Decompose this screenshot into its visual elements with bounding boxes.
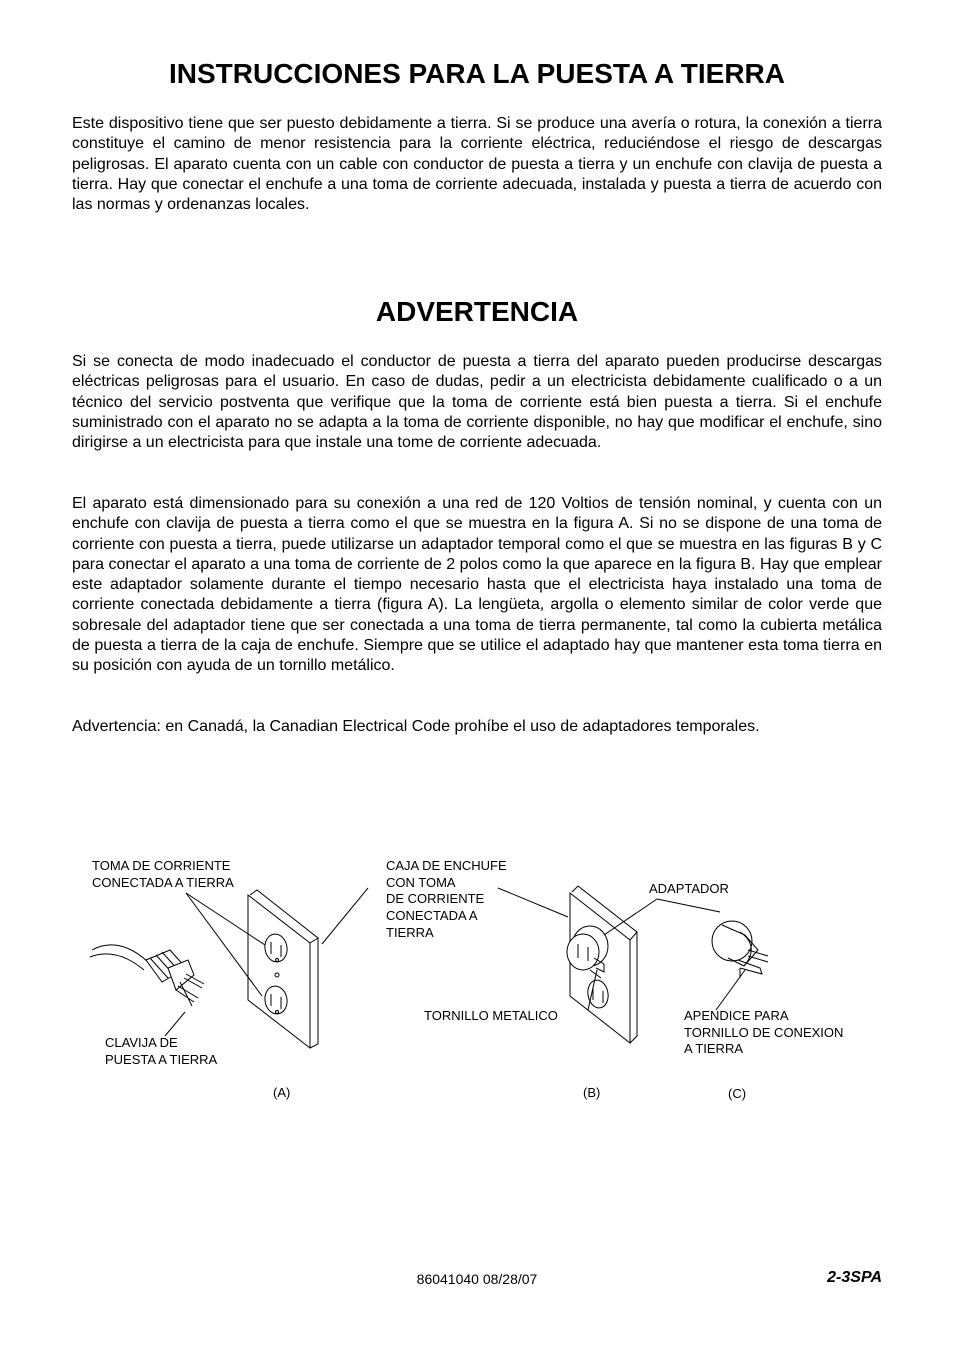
grounded-outlet-icon (248, 890, 318, 1048)
caption-c: (C) (728, 1086, 747, 1101)
label-grounding-pin: CLAVIJA DE PUESTA A TIERRA (105, 1035, 218, 1067)
page-number: 2-3SPA (827, 1269, 882, 1286)
adapter-icon (712, 921, 768, 978)
caption-b: (B) (583, 1085, 601, 1100)
label-adapter: ADAPTADOR (649, 881, 729, 896)
warning-paragraph-1: Si se conecta de modo inadecuado el conductor de puesta a tierra del aparato pueden producirse descargas eléctricas peligrosas para el usuario. En caso de dudas, pedir a un electricista debidamente cualificado o a un técnico del servicio postventa que verifique que la toma de corriente está bien puesta a tierra. Si el enchufe suministrado con el aparato no se adapta a la toma de corriente disponible, no hay que modificar el enchufe, sino dirigirse a un electricista para que instale una tome de corriente adecuada. (72, 353, 882, 452)
label-metal-screw: TORNILLO METALICO (424, 1008, 558, 1023)
section-title-grounding: INSTRUCCIONES PARA LA PUESTA A TIERRA (168, 58, 785, 89)
label-grounding-tab: APENDICE PARA TORNILLO DE CONEXION A TIERRA (684, 1008, 844, 1057)
warning-paragraph-2: El aparato está dimensionado para su conexión a una red de 120 Voltios de tensión nominal, y cuenta con un enchufe con clavija de puesta a tierra como el que se muestra en la figura A. Si no se dispone de una toma de corriente con puesta a tierra, puede utilizarse un adaptador temporal como el que se muestra en las figuras B y C para conectar el aparato a una toma de corriente de 2 polos como la que aparece en la figura B. Hay que emplear este adaptador solamente durante el tiempo necesario hasta que el electricista haya instalado una toma de corriente conectada debidamente a tierra (figura A). La lengüeta, argolla o elemento similar de color verde que sobresale del adaptador tiene que ser conectada a una toma de tierra permanente, tal como la cubierta metálica de puesta a tierra de la caja de enchufe. Siempre que se utilice el adaptado hay que mantener esta toma tierra en su posición con ayuda de un tornillo metálico. (72, 495, 882, 675)
grounding-paragraph: Este dispositivo tiene que ser puesto debidamente a tierra. Si se produce una avería o rotura, la conexión a tierra constituye el camino de menor resistencia para la corriente eléctrica, reduciéndose el riesgo de descargas peligrosas. El aparato cuenta con un cable con conductor de puesta a tierra y un enchufe con clavija de puesta a tierra. Hay que conectar el enchufe a una toma de corriente adecuada, instalada y puesta a tierra de acuerdo con las normas y ordenanzas locales. (72, 115, 882, 214)
label-grounded-outlet: TOMA DE CORRIENTE CONECTADA A TIERRA (92, 858, 234, 890)
two-prong-outlet-with-adapter-icon (567, 886, 637, 1043)
section-title-warning: ADVERTENCIA (375, 296, 579, 327)
caption-a: (A) (273, 1085, 291, 1100)
document-code: 86041040 08/28/07 (416, 1271, 538, 1287)
grounded-plug-icon (90, 945, 204, 1006)
label-outlet-box: CAJA DE ENCHUFE CON TOMA DE CORRIENTE CONECTADA A TIERRA (386, 858, 507, 940)
warning-paragraph-3: Advertencia: en Canadá, la Canadian Electrical Code prohíbe el uso de adaptadores temporales. (72, 718, 760, 735)
